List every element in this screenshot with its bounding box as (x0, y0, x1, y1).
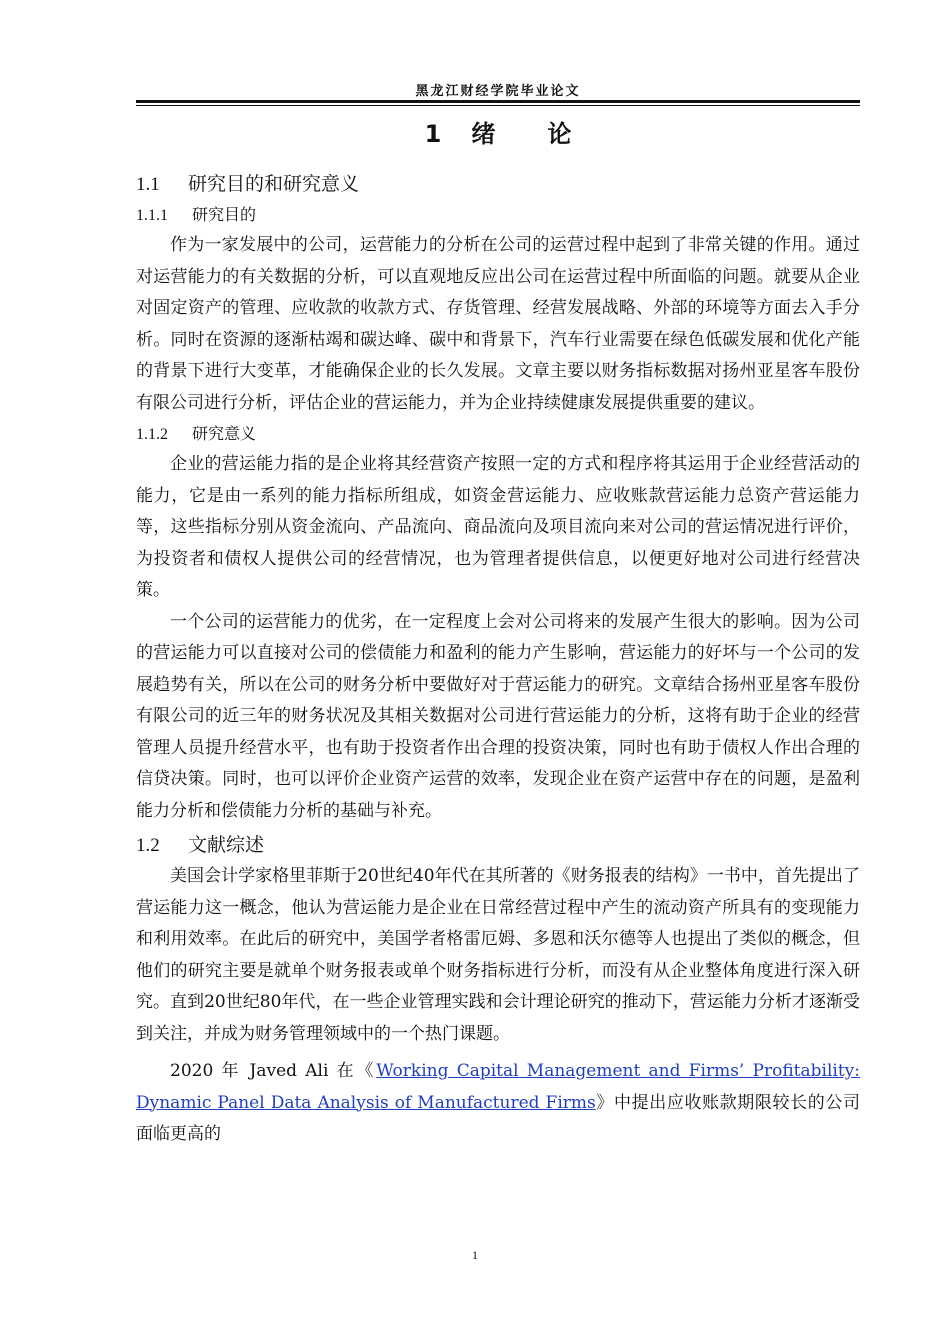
header-rule-thick (136, 100, 860, 103)
subsection-number: 1.1.2 (136, 426, 168, 443)
paragraph: 一个公司的运营能力的优劣，在一定程度上会对公司将来的发展产生很大的影响。因为公司的营运能力可以直接对公司的偿债能力和盈利的能力产生影响，营运能力的好坏与一个公司的发展趋势有关，所以在公司的财务分析中要做好对于营运能力的研究。文章结合扬州亚星客车股份有限公司的近三年的财务状况及其相关数据对公司进行营运能力的分析，这将有助于企业的经营管理人员提升经营水平，也有助于投资者作出合理的投资决策，同时也有助于债权人作出合理的信贷决策。同时，也可以评价企业资产运营的效率，发现企业在资产运营中存在的问题，是盈利能力分析和偿债能力分析的基础与补充。 (136, 611, 860, 821)
reference-lead-text: 2020 年 Javed Ali 在《 (170, 1061, 377, 1081)
section-number: 1.1 (136, 174, 160, 195)
subsection-heading-1-1-1 (136, 200, 860, 230)
subsection-title: 研究目的 (192, 205, 257, 224)
section-heading-1-2 (136, 829, 860, 861)
reference-trailing-text: 》中提出应收账款期限较长的公司面临更高的 (136, 1092, 861, 1144)
chapter-title-part2: 论 (547, 120, 572, 148)
page-content (136, 112, 860, 1151)
paragraph-with-reference (136, 1056, 860, 1151)
section-title: 研究目的和研究意义 (188, 173, 360, 195)
paragraph: 作为一家发展中的公司，运营能力的分析在公司的运营过程中起到了非常关键的作用。通过对运营能力的有关数据的分析，可以直观地反应出公司在运营过程中所面临的问题。就要从企业对固定资产的管理、应收款的收款方式、存货管理、经营发展战略、外部的环境等方面去入手分析。同时在资源的逐渐枯竭和碳达峰、碳中和背景下，汽车行业需要在绿色低碳发展和优化产能的背景下进行大变革，才能确保企业的长久发展。文章主要以财务指标数据对扬州亚星客车股份有限公司进行分析，评估企业的营运能力，并为企业持续健康发展提供重要的建议。 (136, 235, 860, 413)
chapter-title-part1: 绪 (471, 120, 496, 148)
reference-link[interactable]: Working Capital Management and Firms’ Profitability: Dynamic Panel Data Analysis of Manufactured Firms (136, 1061, 861, 1113)
paragraph: 美国会计学家格里菲斯于20世纪40年代在其所著的《财务报表的结构》一书中，首先提出了营运能力这一概念，他认为营运能力是企业在日常经营过程中产生的流动资产所具有的变现能力和利用效率。在此后的研究中，美国学者格雷厄姆、多恩和沃尔德等人也提出了类似的概念，但他们的研究主要是就单个财务报表或单个财务指标进行分析，而没有从企业整体角度进行深入研究。直到20世纪80年代，在一些企业管理实践和会计理论研究的推动下，营运能力分析才逐渐受到关注，并成为财务管理领域中的一个热门课题。 (136, 866, 860, 1044)
section-title: 文献综述 (188, 834, 265, 856)
section-number: 1.2 (136, 835, 160, 856)
header-rule-thin (136, 105, 860, 106)
paragraph: 企业的营运能力指的是企业将其经营资产按照一定的方式和程序将其运用于企业经营活动的能力，它是由一系列的能力指标所组成，如资金营运能力、应收账款营运能力总资产营运能力等，这些指标分别从资金流向、产品流向、商品流向及项目流向来对公司的营运情况进行评价，为投资者和债权人提供公司的经营情况，也为管理者提供信息，以便更好地对公司进行经营决策。 (136, 454, 860, 600)
subsection-title: 研究意义 (192, 424, 257, 443)
chapter-number: 1 (424, 120, 442, 148)
running-header: 黑龙江财经学院毕业论文 (415, 84, 581, 99)
page-number: 1 (472, 1248, 478, 1262)
subsection-heading-1-1-2 (136, 419, 860, 449)
section-heading-1-1 (136, 168, 860, 200)
subsection-number: 1.1.1 (136, 207, 168, 224)
chapter-title (136, 112, 860, 156)
